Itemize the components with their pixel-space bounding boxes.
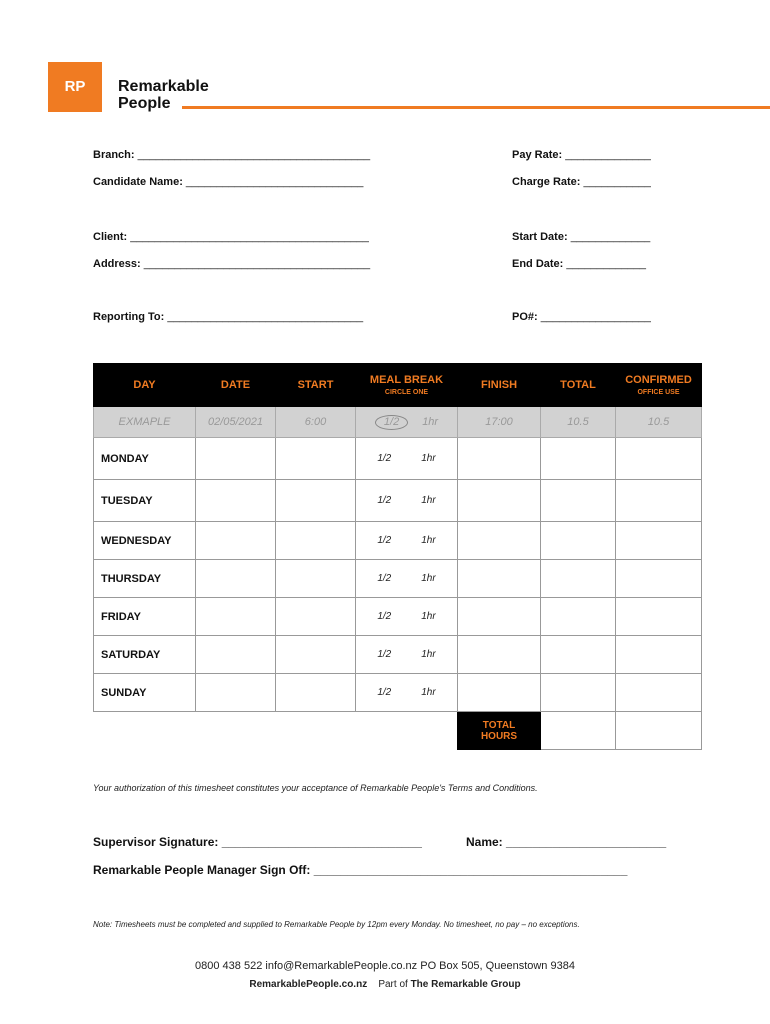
meal-half-option[interactable]: 1/2	[377, 495, 392, 506]
header-date: DATE	[196, 364, 276, 407]
total-cell[interactable]	[541, 560, 616, 598]
meal-cell[interactable]	[356, 674, 458, 712]
meal-cell[interactable]	[356, 598, 458, 636]
confirmed-total-cell[interactable]	[616, 712, 702, 750]
finish-cell[interactable]	[458, 560, 541, 598]
day-name: SUNDAY	[94, 674, 196, 712]
start-cell[interactable]	[276, 598, 356, 636]
branch-field[interactable]	[93, 149, 370, 161]
contact-line: 0800 438 522 info@RemarkablePeople.co.nz PO Box 505, Queenstown 9384	[195, 960, 575, 972]
start-cell[interactable]	[276, 674, 356, 712]
table-header-row	[94, 364, 702, 407]
example-total: 10.5	[541, 407, 616, 438]
finish-cell[interactable]	[458, 522, 541, 560]
candidate-label: Candidate Name:	[93, 176, 183, 188]
example-meal-half-circled: 1/2	[375, 415, 408, 430]
example-confirmed: 10.5	[616, 407, 702, 438]
total-cell[interactable]	[541, 480, 616, 522]
date-cell[interactable]	[196, 522, 276, 560]
pay-rate-label: Pay Rate:	[512, 149, 563, 161]
confirmed-cell[interactable]	[616, 522, 702, 560]
header-meal-break-sub: CIRCLE ONE	[384, 389, 429, 396]
date-cell[interactable]	[196, 560, 276, 598]
note-text: Note: Timesheets must be completed and supplied to Remarkable People by 12pm every Monday. No timesheet, no pay – no exceptions.	[93, 920, 580, 929]
start-cell[interactable]	[276, 522, 356, 560]
address-field[interactable]	[93, 258, 370, 270]
meal-half-option[interactable]: 1/2	[377, 453, 392, 464]
example-date: 02/05/2021	[196, 407, 276, 438]
meal-hour-option[interactable]: 1hr	[421, 687, 436, 698]
start-date-label: Start Date:	[512, 231, 568, 243]
example-row	[94, 407, 702, 438]
pay-rate-line: ______________	[565, 149, 651, 161]
day-name: MONDAY	[94, 438, 196, 480]
table-row	[94, 438, 702, 480]
date-cell[interactable]	[196, 480, 276, 522]
manager-signoff-field[interactable]: Remarkable People Manager Sign Off: _______________________________________________	[93, 863, 628, 877]
meal-hour-option[interactable]: 1hr	[421, 495, 436, 506]
finish-cell[interactable]	[458, 636, 541, 674]
brand-line-2: People	[118, 95, 171, 112]
day-name: THURSDAY	[94, 560, 196, 598]
group-name: The Remarkable Group	[410, 979, 521, 990]
website-line	[0, 979, 770, 990]
meal-half-option[interactable]: 1/2	[377, 611, 392, 622]
client-label: Client:	[93, 231, 128, 243]
start-cell[interactable]	[276, 438, 356, 480]
brand-line-1: Remarkable	[118, 78, 209, 95]
meal-hour-option[interactable]: 1hr	[421, 535, 436, 546]
address-label: Address:	[93, 258, 141, 270]
total-hours-row	[94, 712, 702, 750]
candidate-field[interactable]	[93, 176, 363, 188]
meal-half-option[interactable]: 1/2	[377, 649, 392, 660]
total-hours-cell[interactable]	[541, 712, 616, 750]
finish-cell[interactable]	[458, 674, 541, 712]
start-cell[interactable]	[276, 480, 356, 522]
confirmed-cell[interactable]	[616, 636, 702, 674]
finish-cell[interactable]	[458, 438, 541, 480]
name-field[interactable]: Name: ________________________	[466, 835, 667, 849]
authorization-text: Your authorization of this timesheet constitutes your acceptance of Remarkable People's Terms and Conditions.	[93, 783, 538, 793]
meal-hour-option[interactable]: 1hr	[421, 573, 436, 584]
po-label: PO#:	[512, 311, 538, 323]
confirmed-cell[interactable]	[616, 438, 702, 480]
end-date-label: End Date:	[512, 258, 564, 270]
meal-cell[interactable]	[356, 636, 458, 674]
brand-underline	[182, 106, 770, 109]
total-cell[interactable]	[541, 598, 616, 636]
branch-label: Branch:	[93, 149, 135, 161]
po-field[interactable]	[512, 311, 651, 323]
table-row	[94, 522, 702, 560]
day-name: SATURDAY	[94, 636, 196, 674]
address-line: _____________________________________	[143, 258, 371, 270]
finish-cell[interactable]	[458, 480, 541, 522]
client-field[interactable]	[93, 231, 369, 243]
start-date-line: _____________	[570, 231, 651, 243]
reporting-label: Reporting To:	[93, 311, 165, 323]
meal-cell[interactable]	[356, 522, 458, 560]
candidate-line: _____________________________	[185, 176, 364, 188]
client-line: _______________________________________	[130, 231, 369, 243]
header-meal-break	[356, 364, 458, 407]
total-cell[interactable]	[541, 674, 616, 712]
header-total: TOTAL	[541, 364, 616, 407]
meal-hour-option[interactable]: 1hr	[421, 611, 436, 622]
charge-rate-label: Charge Rate:	[512, 176, 581, 188]
header-confirmed-label: CONFIRMED	[625, 374, 692, 386]
website-link[interactable]: RemarkablePeople.co.nz	[249, 979, 368, 990]
logo-mark	[48, 62, 102, 112]
date-cell[interactable]	[196, 598, 276, 636]
example-day: EXMAPLE	[94, 407, 196, 438]
total-cell[interactable]	[541, 636, 616, 674]
confirmed-cell[interactable]	[616, 598, 702, 636]
total-hours-label	[458, 712, 541, 750]
table-row	[94, 598, 702, 636]
meal-half-option[interactable]: 1/2	[377, 535, 392, 546]
total-hours-line-2: HOURS	[480, 730, 518, 742]
branch-line: ______________________________________	[137, 149, 371, 161]
header-confirmed-sub: OFFICE USE	[637, 389, 680, 396]
date-cell[interactable]	[196, 438, 276, 480]
day-name: FRIDAY	[94, 598, 196, 636]
reporting-line: ________________________________	[167, 311, 364, 323]
header-day: DAY	[94, 364, 196, 407]
header-confirmed	[616, 364, 702, 407]
part-of-text: Part of	[378, 979, 408, 990]
date-cell[interactable]	[196, 674, 276, 712]
meal-half-option[interactable]: 1/2	[377, 687, 392, 698]
total-cell[interactable]	[541, 438, 616, 480]
example-start: 6:00	[276, 407, 356, 438]
timesheet-table	[93, 363, 702, 750]
confirmed-cell[interactable]	[616, 480, 702, 522]
end-date-line: _____________	[566, 258, 646, 270]
table-row	[94, 674, 702, 712]
finish-cell[interactable]	[458, 598, 541, 636]
confirmed-cell[interactable]	[616, 560, 702, 598]
table-row	[94, 480, 702, 522]
start-date-field[interactable]	[512, 231, 650, 243]
day-name: WEDNESDAY	[94, 522, 196, 560]
meal-hour-option[interactable]: 1hr	[421, 649, 436, 660]
date-cell[interactable]	[196, 636, 276, 674]
header-start: START	[276, 364, 356, 407]
charge-rate-field[interactable]	[512, 176, 651, 188]
total-hours-line-1: TOTAL	[482, 719, 516, 731]
table-row	[94, 560, 702, 598]
example-meal	[356, 407, 458, 438]
example-meal-hour: 1hr	[422, 415, 439, 428]
start-cell[interactable]	[276, 636, 356, 674]
meal-hour-option[interactable]: 1hr	[421, 453, 436, 464]
table-row	[94, 636, 702, 674]
example-finish: 17:00	[458, 407, 541, 438]
meal-half-option[interactable]: 1/2	[377, 573, 392, 584]
meal-cell[interactable]	[356, 560, 458, 598]
logo-text: RP	[64, 78, 86, 95]
po-line: __________________	[540, 311, 651, 323]
end-date-field[interactable]	[512, 258, 646, 270]
charge-rate-line: ___________	[583, 176, 651, 188]
header-meal-break-label: MEAL BREAK	[369, 374, 444, 386]
header-finish: FINISH	[458, 364, 541, 407]
confirmed-cell[interactable]	[616, 674, 702, 712]
supervisor-signature-field[interactable]: Supervisor Signature: ______________________________	[93, 835, 422, 849]
meal-cell[interactable]	[356, 438, 458, 480]
reporting-field[interactable]	[93, 311, 363, 323]
start-cell[interactable]	[276, 560, 356, 598]
pay-rate-field[interactable]	[512, 149, 651, 161]
day-name: TUESDAY	[94, 480, 196, 522]
total-cell[interactable]	[541, 522, 616, 560]
meal-cell[interactable]	[356, 480, 458, 522]
